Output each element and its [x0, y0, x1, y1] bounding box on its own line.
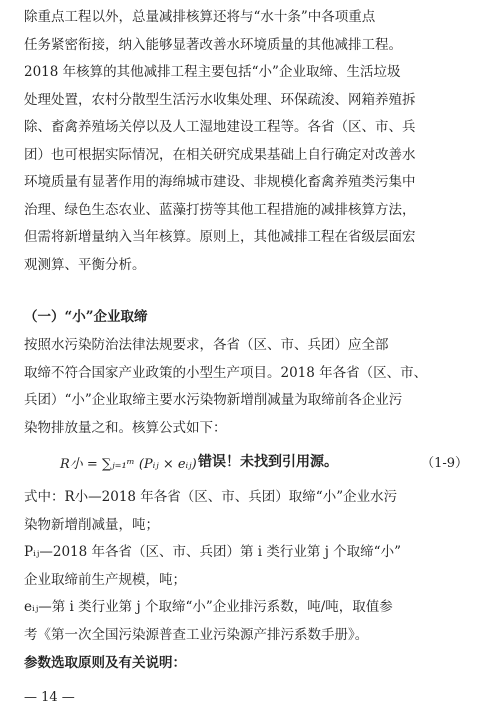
paragraph-variable-definitions: [24, 484, 468, 649]
text-line: 环境质量有显著作用的海绵城市建设、非规模化畜禽养殖类污集中: [24, 174, 416, 190]
text-line: Pᵢⱼ—2018 年各省（区、市、兵团）第 i 类行业第 j 个取缔“小”: [24, 544, 401, 560]
text-line: 治理、绿色生态农业、蓝藻打捞等其他工程措施的减排核算方法，: [24, 201, 416, 218]
formula-block: [60, 447, 472, 477]
text-line: 染物新增削减量，吨；: [24, 516, 159, 533]
heading-text: 参数选取原则及有关说明：: [24, 655, 186, 671]
text-line: 兵团）“小”企业取缔主要水污染物新增削减量为取缔前各企业污: [24, 392, 403, 408]
section-heading-small-enterprises: [24, 304, 468, 332]
text-line: 式中：R小—2018 年各省（区、市、兵团）取缔“小”企业水污: [24, 489, 398, 505]
text-line: 除、畜禽养殖场关停以及人工湿地建设工程等。各省（区、市、兵: [24, 119, 416, 135]
text-line: 但需将新增量纳入当年核算。原则上，其他减排工程在省级层面宏: [24, 229, 416, 245]
text-line: 团）也可根据实际情况，在相关研究成果基础上自行确定对改善水: [24, 146, 416, 163]
text-line: 2018 年核算的其他减排工程主要包括“小”企业取缔、生活垃圾: [24, 64, 401, 80]
reference-error-text: 错误！未找到引用源。: [198, 454, 338, 470]
section-heading-parameters: [24, 650, 468, 678]
equation-number: （1-9）: [421, 456, 468, 471]
text-line: 取缔不符合国家产业政策的小型生产项目。2018 年各省（区、市、: [24, 364, 428, 381]
page-number: — 14 —: [24, 690, 75, 705]
text-line: 处理处置，农村分散型生活污水收集处理、环保疏浚、网箱养殖拆: [24, 91, 416, 108]
text-line: 染物排放量之和。核算公式如下：: [24, 419, 227, 436]
paragraph-other-projects: [24, 4, 468, 279]
text-line: 任务紧密衔接，纳入能够显著改善水环境质量的其他减排工程。: [24, 36, 402, 53]
text-line: eᵢⱼ—第 i 类行业第 j 个取缔“小”企业排污系数，吨/吨，取值参: [24, 599, 393, 615]
formula-expression: R小 = ∑ⱼ₌₁ᵐ (Pᵢⱼ × eᵢⱼ): [60, 457, 197, 472]
text-line: 除重点工程以外，总量减排核算还将与“水十条”中各项重点: [24, 9, 376, 25]
text-line: 按照水污染防治法律法规要求，各省（区、市、兵团）应全部: [24, 337, 389, 353]
heading-text: （一）“小”企业取缔: [24, 309, 148, 325]
text-line: 企业取缔前生产规模，吨；: [24, 571, 186, 588]
paragraph-closure-rule: [24, 332, 468, 442]
text-line: 考《第一次全国污染源普查工业污染源产排污系数手册》。: [24, 626, 369, 643]
text-line: 观测算、平衡分析。: [24, 256, 146, 273]
